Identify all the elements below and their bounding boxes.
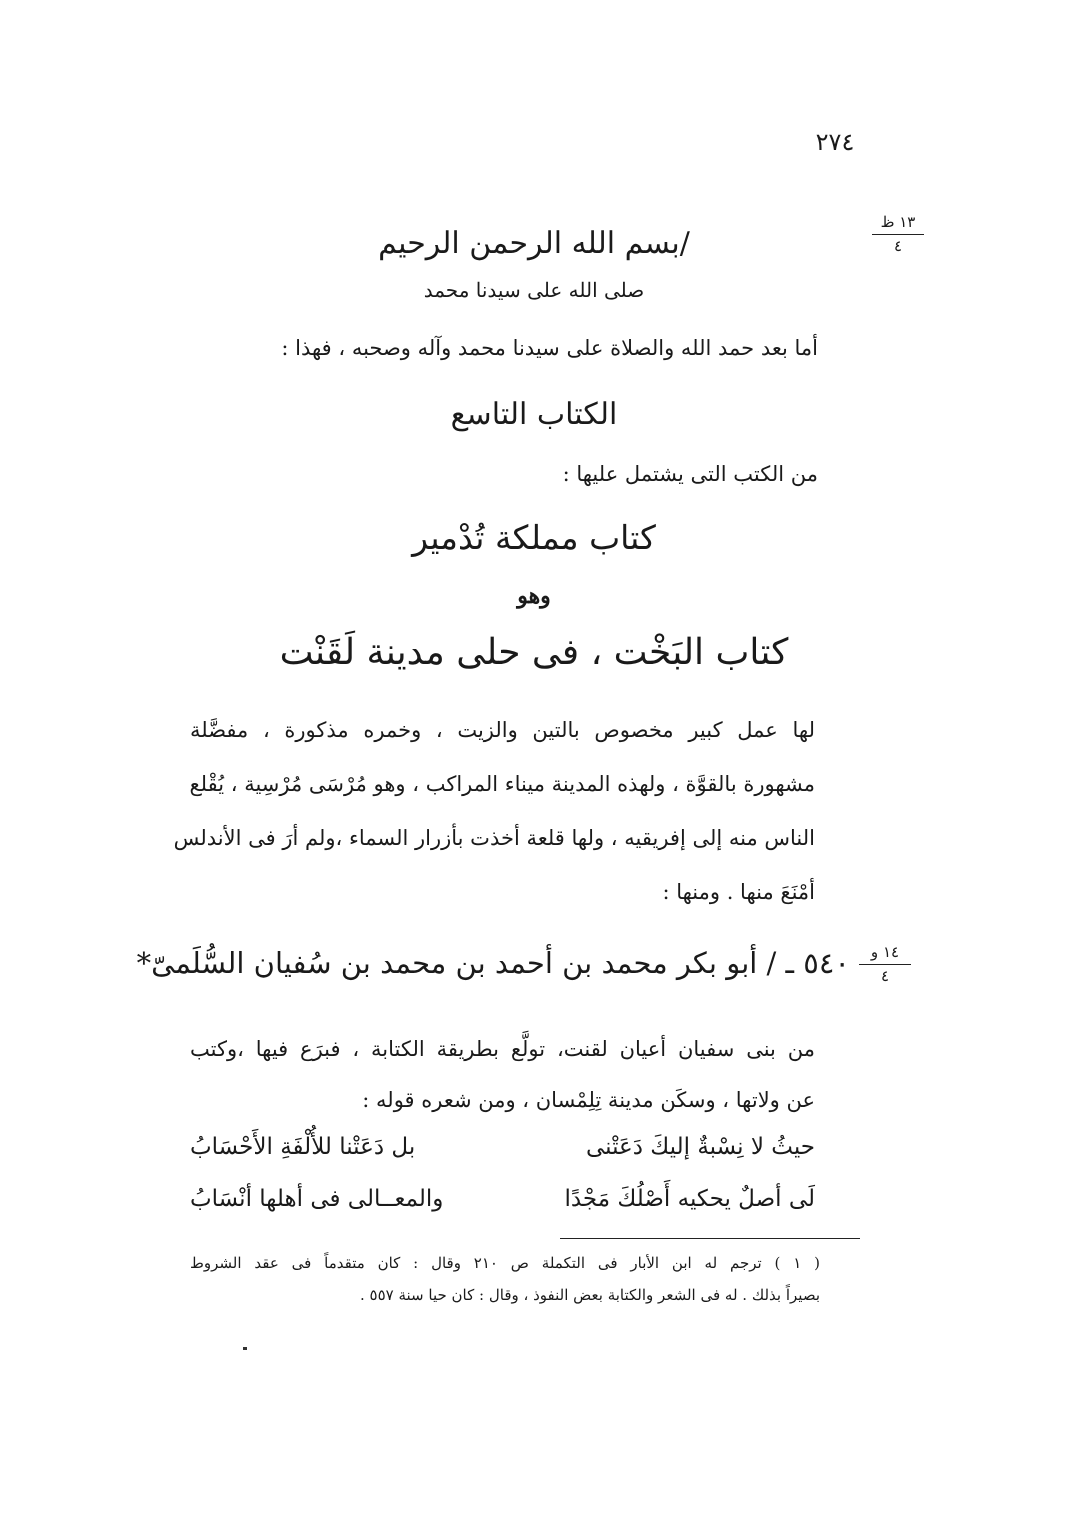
kingdom-title: كتاب مملكة تُدْمير: [412, 518, 656, 557]
verse-second-hemistich: بل دَعَتْنا للأُلْفَةِ الأَحْسَابُ: [190, 1134, 416, 1160]
verse-first-hemistich: لَى أصلٌ يحكيه أَصْلُكَ مَجْدًا: [564, 1186, 815, 1212]
entry-heading: ٥٤٠ ـ / أبو بكر محمد بن أحمد بن محمد بن سُفيان السُّلَمىّ*: [136, 946, 850, 980]
salawat-line: صلى الله على سيدنا محمد: [423, 278, 645, 302]
footnote-line: بصيراً بذلك . له فى الشعر والكتابة بعض النفوذ ، وقال : كان حيا سنة ٥٥٧ .: [360, 1286, 820, 1304]
margin-folio-note: [855, 944, 915, 984]
basmala: /بسم الله الرحمن الرحيم: [378, 226, 690, 261]
margin-folio-top: ١٣ ظ: [880, 213, 916, 231]
footnote-line: ( ١ ) ترجم له ابن الأبار فى التكملة ص ٢١٠ وقال : كان متقدماً فى عقد الشروط: [190, 1254, 821, 1272]
scan-speck: [243, 1347, 247, 1350]
paragraph-line: الناس منه إلى إفريقيه ، ولها قلعة أخذت بأزرار السماء ،ولم أرَ فى الأندلس: [173, 826, 815, 850]
footnote-separator: [560, 1238, 860, 1239]
bakht-title: كتاب البَخْت ، فى حلى مدينة لَقَنْت: [279, 632, 789, 673]
paragraph-line: أمْنَعَ منها . ومنها :: [662, 880, 815, 904]
paragraph-line: مشهورة بالقوَّة ، ولهذه المدينة ميناء المراكب ، وهو مُرْسَى مُرْسِية ، يُقْلع: [189, 772, 815, 796]
and-it-is-label: وهو: [517, 583, 551, 609]
entry-line: عن ولاتها ، وسكَن مدينة تِلِمْسان ، ومن شعره قوله :: [362, 1088, 815, 1112]
margin-folio-top: ١٤ و: [870, 943, 900, 961]
margin-folio-bottom: ٤: [893, 236, 903, 255]
verse-line: [190, 1134, 815, 1174]
verse-line: [190, 1186, 815, 1226]
margin-folio-bottom: ٤: [880, 966, 890, 985]
paragraph-line: لها عمل كبير مخصوص بالتين والزيت ، وخمره مذكورة ، مفضَّلة: [190, 718, 815, 742]
verse-first-hemistich: حيثُ لا نِسْبةٌ إليكَ دَعَتْنى: [585, 1134, 815, 1160]
book-title: الكتاب التاسع: [450, 397, 618, 432]
verse-second-hemistich: والمعــالى فى أهلها أنْسَابُ: [190, 1186, 444, 1212]
entry-line: من بنى سفيان أعيان لقنت، تولَّع بطريقة الكتابة ، فبرَع فيها ،وكتب: [190, 1037, 815, 1061]
page-number: ٢٧٤: [815, 128, 855, 156]
intro-line: أما بعد حمد الله والصلاة على سيدنا محمد وآله وصحبه ، فهذا :: [281, 336, 818, 360]
sub-intro-line: من الكتب التى يشتمل عليها :: [562, 462, 818, 486]
